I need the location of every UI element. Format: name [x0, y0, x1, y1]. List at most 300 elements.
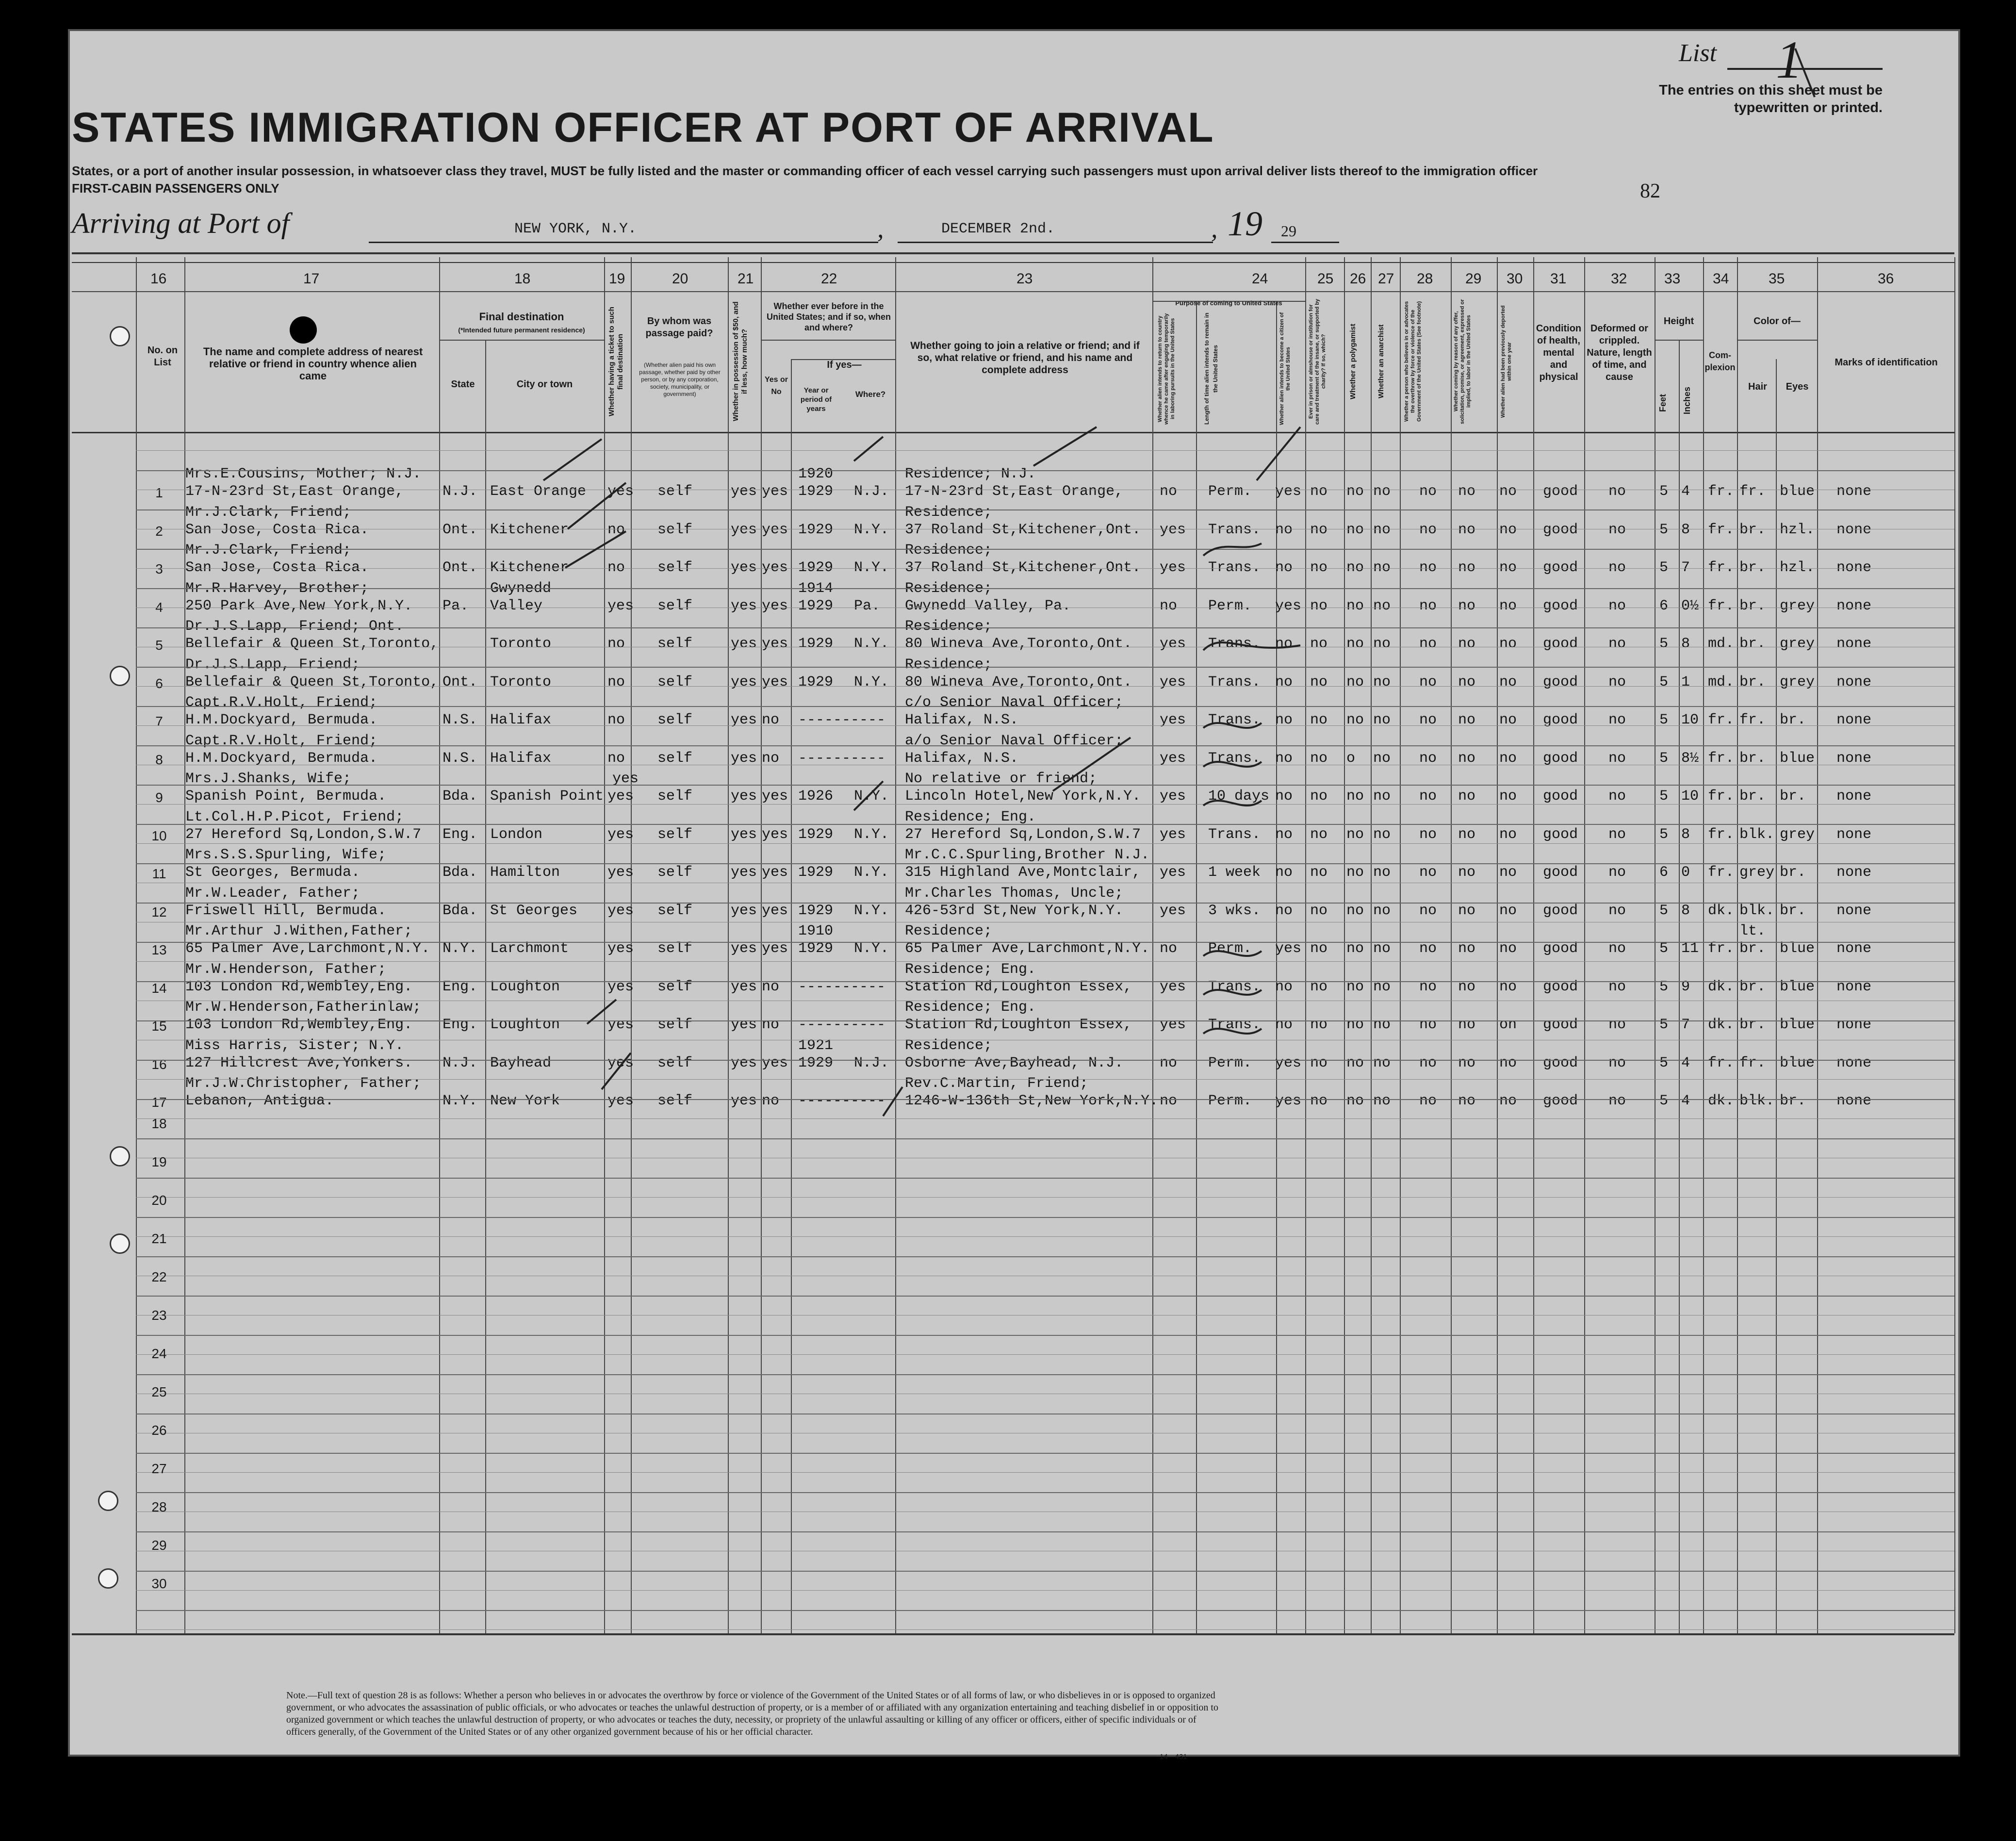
- date-value: DECEMBER 2nd.: [941, 221, 1055, 237]
- cell-c26: o: [1346, 750, 1356, 767]
- cell-c31: good: [1543, 978, 1578, 995]
- cell-ticket: yes: [607, 940, 634, 957]
- cell-c26: no: [1346, 559, 1364, 576]
- cell-p24b: 10 days: [1208, 788, 1270, 805]
- cell-fifty: yes: [731, 902, 757, 919]
- cell-p24b: Trans.: [1208, 750, 1261, 767]
- cell-rel2: 17-N-23rd St,East Orange,: [185, 483, 404, 500]
- cell-year2: ----------: [798, 712, 886, 728]
- cell-paid: self: [657, 1054, 693, 1071]
- cell-c28: no: [1419, 940, 1437, 957]
- cell-fifty: yes: [731, 636, 757, 652]
- cell-eyes: grey: [1780, 636, 1815, 652]
- cell-p24b: Trans.: [1208, 521, 1261, 538]
- cell-eyes: hzl.: [1780, 521, 1815, 538]
- cell-hair: br.: [1739, 521, 1766, 538]
- cell-marks: none: [1836, 597, 1872, 614]
- cell-join1: Residence; N.J.: [905, 466, 1036, 482]
- cell-hair: fr.: [1739, 483, 1766, 500]
- cell-ticket: no: [607, 521, 625, 538]
- comma: ,: [877, 214, 884, 243]
- column-number: 20: [672, 271, 688, 287]
- column-number: 32: [1611, 271, 1627, 287]
- cell-eyes: grey: [1780, 826, 1815, 843]
- cell-c31: good: [1543, 864, 1578, 881]
- cell-state: N.S.: [443, 750, 478, 767]
- pen-list-mark: [1795, 49, 1815, 97]
- cell-hair: br.: [1739, 559, 1766, 576]
- cell-c26: no: [1346, 674, 1364, 690]
- cell-rel2: H.M.Dockyard, Bermuda.: [185, 750, 378, 767]
- cell-c31: good: [1543, 940, 1578, 957]
- cell-paid: self: [657, 1093, 693, 1109]
- header-condition: Condition of health, mental and physical: [1536, 323, 1582, 382]
- row-number: 5: [155, 638, 163, 653]
- cell-ticket: no: [607, 636, 625, 652]
- cell-marks: none: [1836, 902, 1872, 919]
- cell-c25: no: [1310, 788, 1328, 805]
- cell-eyes: br.: [1780, 1093, 1806, 1109]
- pen-scribble: [1203, 723, 1262, 728]
- cell-p24a: yes: [1160, 978, 1186, 995]
- row-number: 6: [155, 675, 163, 691]
- row-number: 14: [151, 980, 167, 996]
- cell-rel2: Spanish Point, Bermuda.: [185, 788, 387, 805]
- cell-c30: no: [1499, 559, 1517, 576]
- cell-join2: 315 Highland Ave,Montclair,: [905, 864, 1141, 881]
- cell-state: Eng.: [443, 826, 478, 843]
- cell-marks: none: [1836, 940, 1872, 957]
- cell-rel1: Mr.Arthur J.Withen,Father;: [185, 923, 413, 939]
- cell-c28: no: [1419, 636, 1437, 652]
- cell-fifty: yes: [731, 559, 757, 576]
- cell-c30: no: [1499, 674, 1517, 690]
- cell-p24b: Perm.: [1208, 1054, 1252, 1071]
- cell-c26: no: [1346, 788, 1364, 805]
- cell-year2: 1926: [798, 788, 834, 805]
- cell-join1: c/o Senior Naval Officer;: [905, 694, 1124, 711]
- cell-city2: Loughton: [490, 1017, 560, 1033]
- cell-city2: Halifax: [490, 712, 552, 728]
- cell-c25: no: [1310, 712, 1328, 728]
- column-number: 18: [514, 271, 531, 287]
- cell-c32: no: [1608, 902, 1626, 919]
- cell-c27: no: [1373, 559, 1391, 576]
- cell-city2: London: [490, 826, 543, 843]
- cell-year2: 1929: [798, 1054, 834, 1071]
- row-number: 15: [151, 1019, 167, 1034]
- cell-year2: ----------: [798, 750, 886, 767]
- cell-hair: br.: [1739, 750, 1766, 767]
- cell-inches: 7: [1681, 559, 1690, 576]
- cell-c30: no: [1499, 521, 1517, 538]
- cell-comp: fr.: [1708, 864, 1735, 881]
- cell-c25: no: [1310, 1017, 1328, 1033]
- cell-year2: 1929: [798, 902, 834, 919]
- cell-before: no: [762, 712, 780, 728]
- header-height: Height: [1663, 316, 1694, 327]
- cell-p24c: yes: [1275, 940, 1302, 957]
- cell-p24c: no: [1275, 826, 1293, 843]
- cell-rel1: Lt.Col.H.P.Picot, Friend;: [185, 808, 404, 825]
- cell-comp: md.: [1708, 674, 1735, 690]
- cell-marks: none: [1836, 750, 1872, 767]
- pen-check: [854, 781, 883, 810]
- cell-join2: Gwynedd Valley, Pa.: [905, 597, 1071, 614]
- cell-comp: fr.: [1708, 559, 1735, 576]
- cell-before: yes: [762, 864, 788, 881]
- cell-rel1: Mr.J.Clark, Friend;: [185, 504, 352, 521]
- cell-city2: Toronto: [490, 636, 552, 652]
- header-no-on-list: No. on List: [147, 345, 178, 368]
- cell-year2: 1929: [798, 864, 834, 881]
- cell-c27: no: [1373, 788, 1391, 805]
- cell-c30: no: [1499, 1093, 1517, 1109]
- cell-marks: none: [1836, 483, 1872, 500]
- cell-hair: br.: [1739, 788, 1766, 805]
- typewritten-note: The entries on this sheet must be typewritten or printed.: [1659, 82, 1883, 115]
- cell-c25: no: [1310, 940, 1328, 957]
- list-number: 1: [1776, 30, 1803, 89]
- cell-fifty: yes: [731, 788, 757, 805]
- row-number: 1: [155, 485, 163, 500]
- cell-c27: no: [1373, 521, 1391, 538]
- cell-fifty: yes: [731, 1054, 757, 1071]
- cell-c32: no: [1608, 712, 1626, 728]
- cell-comp: dk.: [1708, 1093, 1735, 1109]
- cell-before: yes: [762, 826, 788, 843]
- cell-c29: no: [1458, 940, 1476, 957]
- footnote-question-28: Note.—Full text of question 28 is as follows: Whether a person who believes in or advocates the overthrow by force or violence of the Government of the United States or of all forms of law, or who disbelieves in or is opposed to organized government, or who advocates the assassination of public officials, or who advocates or teaches the unlawful destruction of property, or is a member of or affiliated with any organization entertaining and teaching disbelief in or opposition to organized government or which teaches the unlawful destruction of property, or who advocates or teaches the duty, necessity, or propriety of the unlawful assaulting or killing of any officer or officers, either of specific individuals or of officers generally, of the Government of the United States or of any other organized government because of his or her official character.: [286, 1690, 1218, 1737]
- cell-c30: no: [1499, 902, 1517, 919]
- cell-feet: 5: [1659, 1093, 1669, 1109]
- cell-p24a: yes: [1160, 712, 1186, 728]
- row-number: 11: [152, 866, 166, 881]
- row-number: 3: [155, 561, 163, 576]
- cell-c31: good: [1543, 483, 1578, 500]
- cell-feet: 5: [1659, 1054, 1669, 1071]
- cell-before: no: [762, 1017, 780, 1033]
- cell-c31: good: [1543, 559, 1578, 576]
- row-number: 21: [151, 1231, 167, 1246]
- cell-where: N.Y.: [854, 674, 889, 690]
- header-before-us: Whether ever before in the United States; and if so, when and where?: [766, 301, 891, 332]
- cell-year1: 1914: [798, 580, 834, 597]
- cell-c26: no: [1346, 1093, 1364, 1109]
- cell-c31: good: [1543, 750, 1578, 767]
- cell-state: N.Y.: [443, 940, 478, 957]
- header-final-destination: Final destination: [479, 311, 564, 323]
- cell-rel1: Dr.J.S.Lapp, Friend;: [185, 656, 361, 673]
- cell-inches: 8½: [1681, 750, 1699, 767]
- cell-c28: no: [1419, 674, 1437, 690]
- cell-year2: ----------: [798, 978, 886, 995]
- cell-p24b: Trans.: [1208, 559, 1261, 576]
- pen-scribble: [1203, 1029, 1262, 1034]
- cell-p24c: no: [1275, 978, 1293, 995]
- cell-eyes: grey: [1780, 674, 1815, 690]
- cell-rel2: 65 Palmer Ave,Larchmont,N.Y.: [185, 940, 430, 957]
- cell-c29: no: [1458, 788, 1476, 805]
- cell-c28: no: [1419, 1093, 1437, 1109]
- cell-c28: no: [1419, 597, 1437, 614]
- column-number: 16: [150, 271, 167, 287]
- cell-c28: no: [1419, 902, 1437, 919]
- cell-c25: no: [1310, 597, 1328, 614]
- cell-fifty: yes: [731, 750, 757, 767]
- cell-state: Bda.: [443, 788, 478, 805]
- column-number: 33: [1664, 271, 1681, 287]
- cell-c27: no: [1373, 597, 1391, 614]
- cell-c30: no: [1499, 864, 1517, 881]
- cell-c28: no: [1419, 826, 1437, 843]
- cell-c29: no: [1458, 559, 1476, 576]
- cell-before: yes: [762, 559, 788, 576]
- cell-where: N.Y.: [854, 788, 889, 805]
- cell-inches: 4: [1681, 1054, 1690, 1071]
- sheet-number: 82: [1640, 180, 1660, 202]
- pen-check: [1257, 427, 1300, 480]
- row-number: 10: [151, 828, 167, 843]
- cell-p24c: no: [1275, 864, 1293, 881]
- cell-feet: 5: [1659, 978, 1669, 995]
- page-title: STATES IMMIGRATION OFFICER AT PORT OF ARRIVAL: [72, 104, 1214, 151]
- header-anarchist: Whether an anarchist: [1377, 324, 1385, 399]
- cell-rel2: Bellefair & Queen St,Toronto,: [185, 674, 439, 690]
- cell-feet: 5: [1659, 750, 1669, 767]
- cell-c32: no: [1608, 674, 1626, 690]
- cell-c31: good: [1543, 1054, 1578, 1071]
- cell-rel2: Friswell Hill, Bermuda.: [185, 902, 387, 919]
- cell-year2: 1929: [798, 636, 834, 652]
- cell-rel2: St Georges, Bermuda.: [185, 864, 361, 881]
- cell-p24b: Perm.: [1208, 1093, 1252, 1109]
- header-question-28: Whether a person who believes in or advocates the overthrow by force or violence of the Government of the United States (See footnote): [1404, 301, 1422, 422]
- cell-join1: No relative or friend;: [905, 771, 1098, 787]
- pen-check: [568, 483, 626, 529]
- cell-before: yes: [762, 636, 788, 652]
- row-number: 22: [151, 1269, 167, 1284]
- cell-c32: no: [1608, 636, 1626, 652]
- cell-hair-prefix: lt.: [1739, 923, 1766, 939]
- cell-inches: 7: [1681, 1017, 1690, 1033]
- header-fifty-dollars: Whether in possession of $50, and if less, how much?: [732, 301, 749, 422]
- cell-ticket: yes: [607, 1017, 634, 1033]
- cell-c27: no: [1373, 1017, 1391, 1033]
- cell-hair: blk.: [1739, 826, 1775, 843]
- column-number: 21: [738, 271, 754, 287]
- cell-where: N.Y.: [854, 636, 889, 652]
- cell-p24c: yes: [1275, 483, 1302, 500]
- cell-feet: 5: [1659, 559, 1669, 576]
- cell-c32: no: [1608, 940, 1626, 957]
- cell-p24a: yes: [1160, 750, 1186, 767]
- header-polygamist: Whether a polygamist: [1349, 324, 1357, 399]
- cell-paid: self: [657, 559, 693, 576]
- cell-c30: no: [1499, 1054, 1517, 1071]
- cell-join2: 426-53rd St,New York,N.Y.: [905, 902, 1124, 919]
- cell-before: yes: [762, 902, 788, 919]
- column-number: 23: [1016, 271, 1033, 287]
- cell-comp: fr.: [1708, 1054, 1735, 1071]
- cell-marks: none: [1836, 1093, 1872, 1109]
- cell-eyes: br.: [1780, 788, 1806, 805]
- row-number: 7: [155, 714, 163, 729]
- cell-where: N.Y.: [854, 826, 889, 843]
- cell-p24c: no: [1275, 1017, 1293, 1033]
- cell-ticket: yes: [607, 483, 634, 500]
- cell-rel1: Miss Harris, Sister; N.Y.: [185, 1037, 404, 1054]
- cell-c29: no: [1458, 597, 1476, 614]
- cell-rel2: 103 London Rd,Wembley,Eng.: [185, 978, 413, 995]
- cell-p24a: yes: [1160, 1017, 1186, 1033]
- cell-feet: 6: [1659, 597, 1669, 614]
- instructions-line-1: States, or a port of another insular possession, in whatsoever class they travel, MUST be fully listed and the master or commanding officer of each vessel carrying such passengers must upon arrival deliver lists thereof to the immigration officer: [72, 164, 1538, 178]
- cell-c27: no: [1373, 864, 1391, 881]
- header-if-yes: If yes—: [827, 360, 862, 370]
- cell-c26: no: [1346, 1017, 1364, 1033]
- cell-inches: 8: [1681, 902, 1690, 919]
- cell-marks: none: [1836, 1054, 1872, 1071]
- cell-c29: no: [1458, 750, 1476, 767]
- cell-c28: no: [1419, 788, 1437, 805]
- cell-before: yes: [762, 483, 788, 500]
- list-label: List: [1679, 39, 1717, 67]
- cell-p24c: no: [1275, 521, 1293, 538]
- cell-inches: 4: [1681, 1093, 1690, 1109]
- column-number: 36: [1878, 271, 1894, 287]
- cell-inches: 10: [1681, 712, 1699, 728]
- cell-marks: none: [1836, 788, 1872, 805]
- cell-c26: no: [1346, 597, 1364, 614]
- cell-p24a: yes: [1160, 788, 1186, 805]
- cell-before: yes: [762, 940, 788, 957]
- cell-p24c: no: [1275, 902, 1293, 919]
- cell-eyes: hzl.: [1780, 559, 1815, 576]
- cell-c32: no: [1608, 750, 1626, 767]
- cell-city2: Valley: [490, 597, 543, 614]
- cell-hair: fr.: [1739, 712, 1766, 728]
- pen-scribble: [1203, 642, 1300, 650]
- cell-feet: 5: [1659, 1017, 1669, 1033]
- header-marks: Marks of identification: [1835, 357, 1938, 368]
- cell-year2: 1929: [798, 483, 834, 500]
- cell-join2: 27 Hereford Sq,London,S.W.7: [905, 826, 1141, 843]
- column-number: 26: [1350, 271, 1366, 287]
- cell-state: Ont.: [443, 521, 478, 538]
- cell-c32: no: [1608, 1093, 1626, 1109]
- cell-c27: no: [1373, 483, 1391, 500]
- cell-join1: Residence;: [905, 656, 993, 673]
- row-number: 25: [151, 1384, 167, 1399]
- cell-c27: no: [1373, 826, 1391, 843]
- cell-c32: no: [1608, 826, 1626, 843]
- cell-p24b: Trans.: [1208, 636, 1261, 652]
- cell-eyes: br.: [1780, 864, 1806, 881]
- cell-p24a: yes: [1160, 902, 1186, 919]
- cell-paid: self: [657, 750, 693, 767]
- cell-comp: dk.: [1708, 1017, 1735, 1033]
- row-number: 13: [151, 942, 167, 957]
- cell-c28: no: [1419, 521, 1437, 538]
- cell-join2: Halifax, N.S.: [905, 712, 1019, 728]
- cell-c32: no: [1608, 1054, 1626, 1071]
- cell-c31: good: [1543, 636, 1578, 652]
- cell-join2: 17-N-23rd St,East Orange,: [905, 483, 1124, 500]
- cell-p24a: yes: [1160, 674, 1186, 690]
- cell-where: N.J.: [854, 483, 889, 500]
- cell-hair: fr.: [1739, 1054, 1766, 1071]
- cell-c32: no: [1608, 483, 1626, 500]
- cell-p24b: Trans.: [1208, 674, 1261, 690]
- cell-ticket: yes: [607, 1054, 634, 1071]
- cell-p24c: no: [1275, 559, 1293, 576]
- cell-paid: self: [657, 978, 693, 995]
- cell-p24a: yes: [1160, 826, 1186, 843]
- cell-inches: 8: [1681, 826, 1690, 843]
- cell-c28: no: [1419, 483, 1437, 500]
- pen-check: [602, 1053, 631, 1089]
- cell-eyes: blue: [1780, 978, 1815, 995]
- cell-rel2: San Jose, Costa Rica.: [185, 521, 369, 538]
- cell-p24a: yes: [1160, 521, 1186, 538]
- cell-join2: 80 Wineva Ave,Toronto,Ont.: [905, 674, 1132, 690]
- header-paid-by: By whom was passage paid?: [645, 316, 713, 339]
- cell-c27: no: [1373, 674, 1391, 690]
- cell-year2: ----------: [798, 1017, 886, 1033]
- cell-hair: blk.: [1739, 902, 1775, 919]
- cell-join1: Residence;: [905, 923, 993, 939]
- cell-eyes: blue: [1780, 1054, 1815, 1071]
- cell-c32: no: [1608, 597, 1626, 614]
- cell-c30: on: [1499, 1017, 1517, 1033]
- cell-p24c: yes: [1275, 597, 1302, 614]
- column-number: 28: [1417, 271, 1433, 287]
- cell-c28: no: [1419, 864, 1437, 881]
- cell-c30: no: [1499, 978, 1517, 995]
- column-number: 25: [1317, 271, 1334, 287]
- cell-rel2: 103 London Rd,Wembley,Eng.: [185, 1017, 413, 1033]
- cell-p24a: yes: [1160, 864, 1186, 881]
- cell-marks: none: [1836, 712, 1872, 728]
- cell-fifty: yes: [731, 978, 757, 995]
- row-number: 28: [151, 1499, 167, 1514]
- cell-feet: 5: [1659, 788, 1669, 805]
- cell-join1: a/o Senior Naval Officer;: [905, 732, 1124, 749]
- header-eyes: Eyes: [1786, 381, 1809, 392]
- cell-city2: Halifax: [490, 750, 552, 767]
- cell-c27: no: [1373, 978, 1391, 995]
- cell-paid: self: [657, 864, 693, 881]
- cell-c29: no: [1458, 864, 1476, 881]
- cell-c27: no: [1373, 636, 1391, 652]
- cell-join2: Lincoln Hotel,New York,N.Y.: [905, 788, 1141, 805]
- column-number: 30: [1507, 271, 1523, 287]
- cell-rel2: 27 Hereford Sq,London,S.W.7: [185, 826, 422, 843]
- cell-state: Bda.: [443, 902, 478, 919]
- cell-feet: 5: [1659, 521, 1669, 538]
- cell-fifty: yes: [731, 597, 757, 614]
- cell-paid: self: [657, 674, 693, 690]
- cell-before: yes: [762, 597, 788, 614]
- cell-paid: self: [657, 902, 693, 919]
- row-number: 24: [151, 1346, 167, 1361]
- cell-city2: East Orange: [490, 483, 587, 500]
- header-complexion: Com-plexion: [1705, 350, 1736, 372]
- cell-c27: no: [1373, 1093, 1391, 1109]
- cell-c29: no: [1458, 1054, 1476, 1071]
- cell-c28: no: [1419, 978, 1437, 995]
